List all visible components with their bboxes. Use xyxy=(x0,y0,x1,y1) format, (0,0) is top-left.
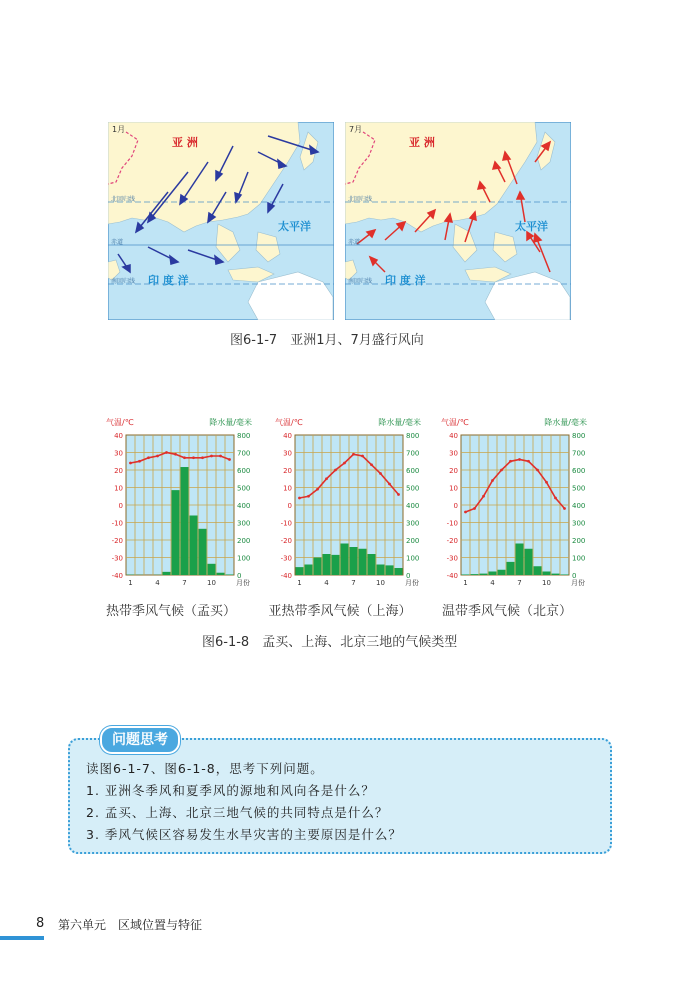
temperature-point-3 xyxy=(316,488,319,491)
temperature-point-8 xyxy=(527,460,530,463)
temperature-point-12 xyxy=(228,458,231,461)
precip-bar-12 xyxy=(226,574,234,575)
figure8-caption: 图6-1-8 孟买、上海、北京三地的气候类型 xyxy=(202,635,458,650)
precip-tick-label: 200 xyxy=(406,537,420,545)
precip-axis-title: 降水量/毫米 xyxy=(544,418,587,427)
precip-tick-label: 300 xyxy=(237,519,251,528)
temp-tick-label: -30 xyxy=(280,554,292,563)
month-tick-label: 4 xyxy=(490,579,495,587)
precip-bar-2 xyxy=(305,565,313,576)
precip-bar-5 xyxy=(498,570,506,575)
july-map-svg xyxy=(345,122,571,320)
precip-tick-label: 700 xyxy=(572,449,586,458)
precip-bar-2 xyxy=(471,574,479,575)
temperature-point-5 xyxy=(500,469,503,472)
temp-tick-label: -20 xyxy=(111,537,123,545)
january-equator-label: 赤道 xyxy=(111,239,124,246)
precip-tick-label: 400 xyxy=(237,502,251,510)
month-axis-label: 月份 xyxy=(236,579,250,587)
month-axis-label: 月份 xyxy=(405,579,419,587)
precip-tick-label: 300 xyxy=(406,519,420,528)
temp-tick-label: -10 xyxy=(111,519,123,528)
temp-tick-label: 20 xyxy=(283,467,292,475)
temperature-point-9 xyxy=(370,463,373,466)
temp-tick-label: -40 xyxy=(111,572,123,580)
january-indian-label: 印 度 洋 xyxy=(148,274,189,287)
precip-tick-label: 600 xyxy=(406,467,420,475)
july-asia-label: 亚 洲 xyxy=(409,136,435,149)
temperature-point-3 xyxy=(147,456,150,459)
temperature-point-11 xyxy=(388,483,391,486)
temp-tick-label: 40 xyxy=(114,432,123,440)
precip-bar-7 xyxy=(181,467,189,575)
temp-axis-title: 气温/℃ xyxy=(275,418,303,427)
precip-axis-title: 降水量/毫米 xyxy=(209,418,252,427)
precip-tick-label: 700 xyxy=(406,449,420,458)
temp-tick-label: 0 xyxy=(118,502,123,510)
precip-bar-10 xyxy=(377,565,385,576)
january-pacific-label: 太平洋 xyxy=(278,220,311,233)
precip-tick-label: 400 xyxy=(572,502,586,510)
july-tropic-capricorn-label: 南回归线 xyxy=(348,278,373,285)
temperature-point-2 xyxy=(307,495,310,498)
month-tick-label: 10 xyxy=(207,579,216,587)
temp-tick-label: 40 xyxy=(283,432,292,440)
precip-tick-label: 800 xyxy=(406,432,420,440)
footer-accent-bar xyxy=(0,936,44,940)
precip-bar-5 xyxy=(163,572,171,575)
temperature-point-2 xyxy=(473,507,476,510)
precip-bar-6 xyxy=(172,490,180,575)
temp-tick-label: 10 xyxy=(114,484,123,493)
precip-bar-7 xyxy=(516,544,524,576)
think-title: 问题思考 xyxy=(100,726,180,754)
temp-tick-label: -30 xyxy=(111,554,123,563)
precip-tick-label: 100 xyxy=(406,554,420,563)
month-tick-label: 4 xyxy=(324,579,329,587)
temperature-point-2 xyxy=(138,460,141,463)
july-tropic-cancer-label: 北回归线 xyxy=(348,196,373,203)
precip-bar-8 xyxy=(525,549,533,575)
july-pacific-label: 太平洋 xyxy=(515,220,548,233)
month-tick-label: 7 xyxy=(517,579,522,587)
january-tropic-capricorn-label: 南回归线 xyxy=(111,278,136,285)
temp-tick-label: 30 xyxy=(283,449,292,458)
precip-axis-title: 降水量/毫米 xyxy=(378,418,421,427)
think-intro: 读图6-1-7、图6-1-8，思考下列问题。 xyxy=(86,761,324,776)
precip-tick-label: 300 xyxy=(572,519,586,528)
climate-label-beijing: 温带季风气候（北京） xyxy=(441,604,572,619)
think-question-2: 2. 孟买、上海、北京三地气候的共同特点是什么？ xyxy=(86,805,389,820)
temp-tick-label: 40 xyxy=(449,432,458,440)
precip-tick-label: 0 xyxy=(406,572,411,580)
temp-tick-label: -10 xyxy=(280,519,292,528)
precip-tick-label: 100 xyxy=(572,554,586,563)
chart-shanghai xyxy=(273,413,423,591)
precip-bar-8 xyxy=(359,549,367,575)
month-tick-label: 7 xyxy=(182,579,187,587)
july-equator-label: 赤道 xyxy=(348,239,361,246)
month-tick-label: 1 xyxy=(128,579,133,587)
precip-bar-9 xyxy=(199,529,207,575)
temperature-point-5 xyxy=(334,469,337,472)
precip-bar-8 xyxy=(190,516,198,576)
page-number: 8 xyxy=(36,916,45,931)
climate-label-mumbai: 热带季风气候（孟买） xyxy=(105,604,236,619)
temp-tick-label: 10 xyxy=(449,484,458,493)
month-tick-label: 1 xyxy=(463,579,468,587)
temperature-point-8 xyxy=(361,455,364,458)
precip-bar-10 xyxy=(543,572,551,576)
temperature-point-5 xyxy=(165,451,168,454)
temp-tick-label: 20 xyxy=(114,467,123,475)
chart-mumbai-svg xyxy=(104,413,254,591)
temperature-point-11 xyxy=(554,497,557,500)
footer-chapter: 第六单元 区域位置与特征 xyxy=(58,918,203,932)
temp-tick-label: -20 xyxy=(280,537,292,545)
temperature-point-4 xyxy=(491,479,494,482)
precip-tick-label: 0 xyxy=(237,572,242,580)
temperature-point-1 xyxy=(464,511,467,514)
precip-bar-6 xyxy=(341,544,349,576)
temperature-point-9 xyxy=(536,469,539,472)
july-month-label: 7月 xyxy=(349,125,363,134)
temp-tick-label: -40 xyxy=(280,572,292,580)
temp-tick-label: 10 xyxy=(283,484,292,493)
precip-bar-3 xyxy=(314,558,322,576)
precip-bar-10 xyxy=(208,564,216,575)
temp-axis-title: 气温/℃ xyxy=(106,418,134,427)
precip-bar-12 xyxy=(395,568,403,575)
precip-bar-9 xyxy=(368,554,376,575)
precip-bar-1 xyxy=(462,574,470,575)
precip-bar-3 xyxy=(480,574,488,575)
temperature-point-10 xyxy=(545,481,548,484)
month-tick-label: 1 xyxy=(297,579,302,587)
january-wind-map xyxy=(108,122,334,320)
temp-tick-label: -20 xyxy=(446,537,458,545)
temperature-point-7 xyxy=(183,456,186,459)
figure7-caption: 图6-1-7 亚洲1月、7月盛行风向 xyxy=(230,333,424,348)
precip-bar-12 xyxy=(561,574,569,575)
july-wind-map xyxy=(345,122,571,320)
precip-tick-label: 800 xyxy=(237,432,251,440)
precip-tick-label: 400 xyxy=(406,502,420,510)
temperature-point-3 xyxy=(482,495,485,498)
precip-tick-label: 200 xyxy=(237,537,251,545)
think-question-3: 3. 季风气候区容易发生水旱灾害的主要原因是什么？ xyxy=(86,827,402,842)
precip-tick-label: 700 xyxy=(237,449,251,458)
temp-axis-title: 气温/℃ xyxy=(441,418,469,427)
temperature-point-6 xyxy=(509,460,512,463)
temperature-point-11 xyxy=(219,455,222,458)
temperature-point-10 xyxy=(379,472,382,475)
temperature-point-7 xyxy=(352,453,355,456)
precip-tick-label: 500 xyxy=(406,484,420,493)
january-month-label: 1月 xyxy=(112,125,126,134)
precip-tick-label: 600 xyxy=(237,467,251,475)
temperature-point-8 xyxy=(192,456,195,459)
chart-shanghai-svg xyxy=(273,413,423,591)
chart-beijing-svg xyxy=(439,413,589,591)
month-tick-label: 7 xyxy=(351,579,356,587)
temperature-point-1 xyxy=(298,497,301,500)
temp-tick-label: 0 xyxy=(453,502,458,510)
month-tick-label: 10 xyxy=(376,579,385,587)
precip-bar-6 xyxy=(507,562,515,575)
july-indian-label: 印 度 洋 xyxy=(385,274,426,287)
precip-tick-label: 200 xyxy=(572,537,586,545)
temp-tick-label: -40 xyxy=(446,572,458,580)
precip-tick-label: 500 xyxy=(572,484,586,493)
think-question-1: 1. 亚洲冬季风和夏季风的源地和风向各是什么？ xyxy=(86,783,375,798)
temperature-point-12 xyxy=(397,493,400,496)
temp-tick-label: 20 xyxy=(449,467,458,475)
temp-tick-label: -30 xyxy=(446,554,458,563)
temp-tick-label: 30 xyxy=(449,449,458,458)
month-tick-label: 4 xyxy=(155,579,160,587)
temperature-point-10 xyxy=(210,455,213,458)
precip-tick-label: 100 xyxy=(237,554,251,563)
precip-bar-4 xyxy=(489,572,497,576)
precip-bar-4 xyxy=(323,554,331,575)
month-tick-label: 10 xyxy=(542,579,551,587)
temp-tick-label: 30 xyxy=(114,449,123,458)
precip-bar-11 xyxy=(552,574,560,575)
chart-mumbai xyxy=(104,413,254,591)
precip-bar-7 xyxy=(350,547,358,575)
january-tropic-cancer-label: 北回归线 xyxy=(111,196,136,203)
precip-bar-5 xyxy=(332,555,340,575)
temperature-point-1 xyxy=(129,462,132,465)
climate-label-shanghai: 亚热带季风气候（上海） xyxy=(268,604,412,619)
precip-tick-label: 0 xyxy=(572,572,577,580)
temperature-point-9 xyxy=(201,456,204,459)
january-asia-label: 亚 洲 xyxy=(172,136,198,149)
temp-tick-label: 0 xyxy=(287,502,292,510)
precip-bar-11 xyxy=(217,573,225,575)
temperature-point-4 xyxy=(325,477,328,480)
precip-tick-label: 500 xyxy=(237,484,251,493)
precip-tick-label: 600 xyxy=(572,467,586,475)
temperature-point-12 xyxy=(563,507,566,510)
temperature-point-6 xyxy=(174,453,177,456)
precip-bar-9 xyxy=(534,566,542,575)
temperature-point-7 xyxy=(518,458,521,461)
precip-bar-11 xyxy=(386,565,394,575)
temperature-point-6 xyxy=(343,462,346,465)
precip-tick-label: 800 xyxy=(572,432,586,440)
chart-beijing xyxy=(439,413,589,591)
january-map-svg xyxy=(108,122,334,320)
month-axis-label: 月份 xyxy=(571,579,585,587)
precip-bar-1 xyxy=(296,567,304,575)
temperature-point-4 xyxy=(156,455,159,458)
temp-tick-label: -10 xyxy=(446,519,458,528)
